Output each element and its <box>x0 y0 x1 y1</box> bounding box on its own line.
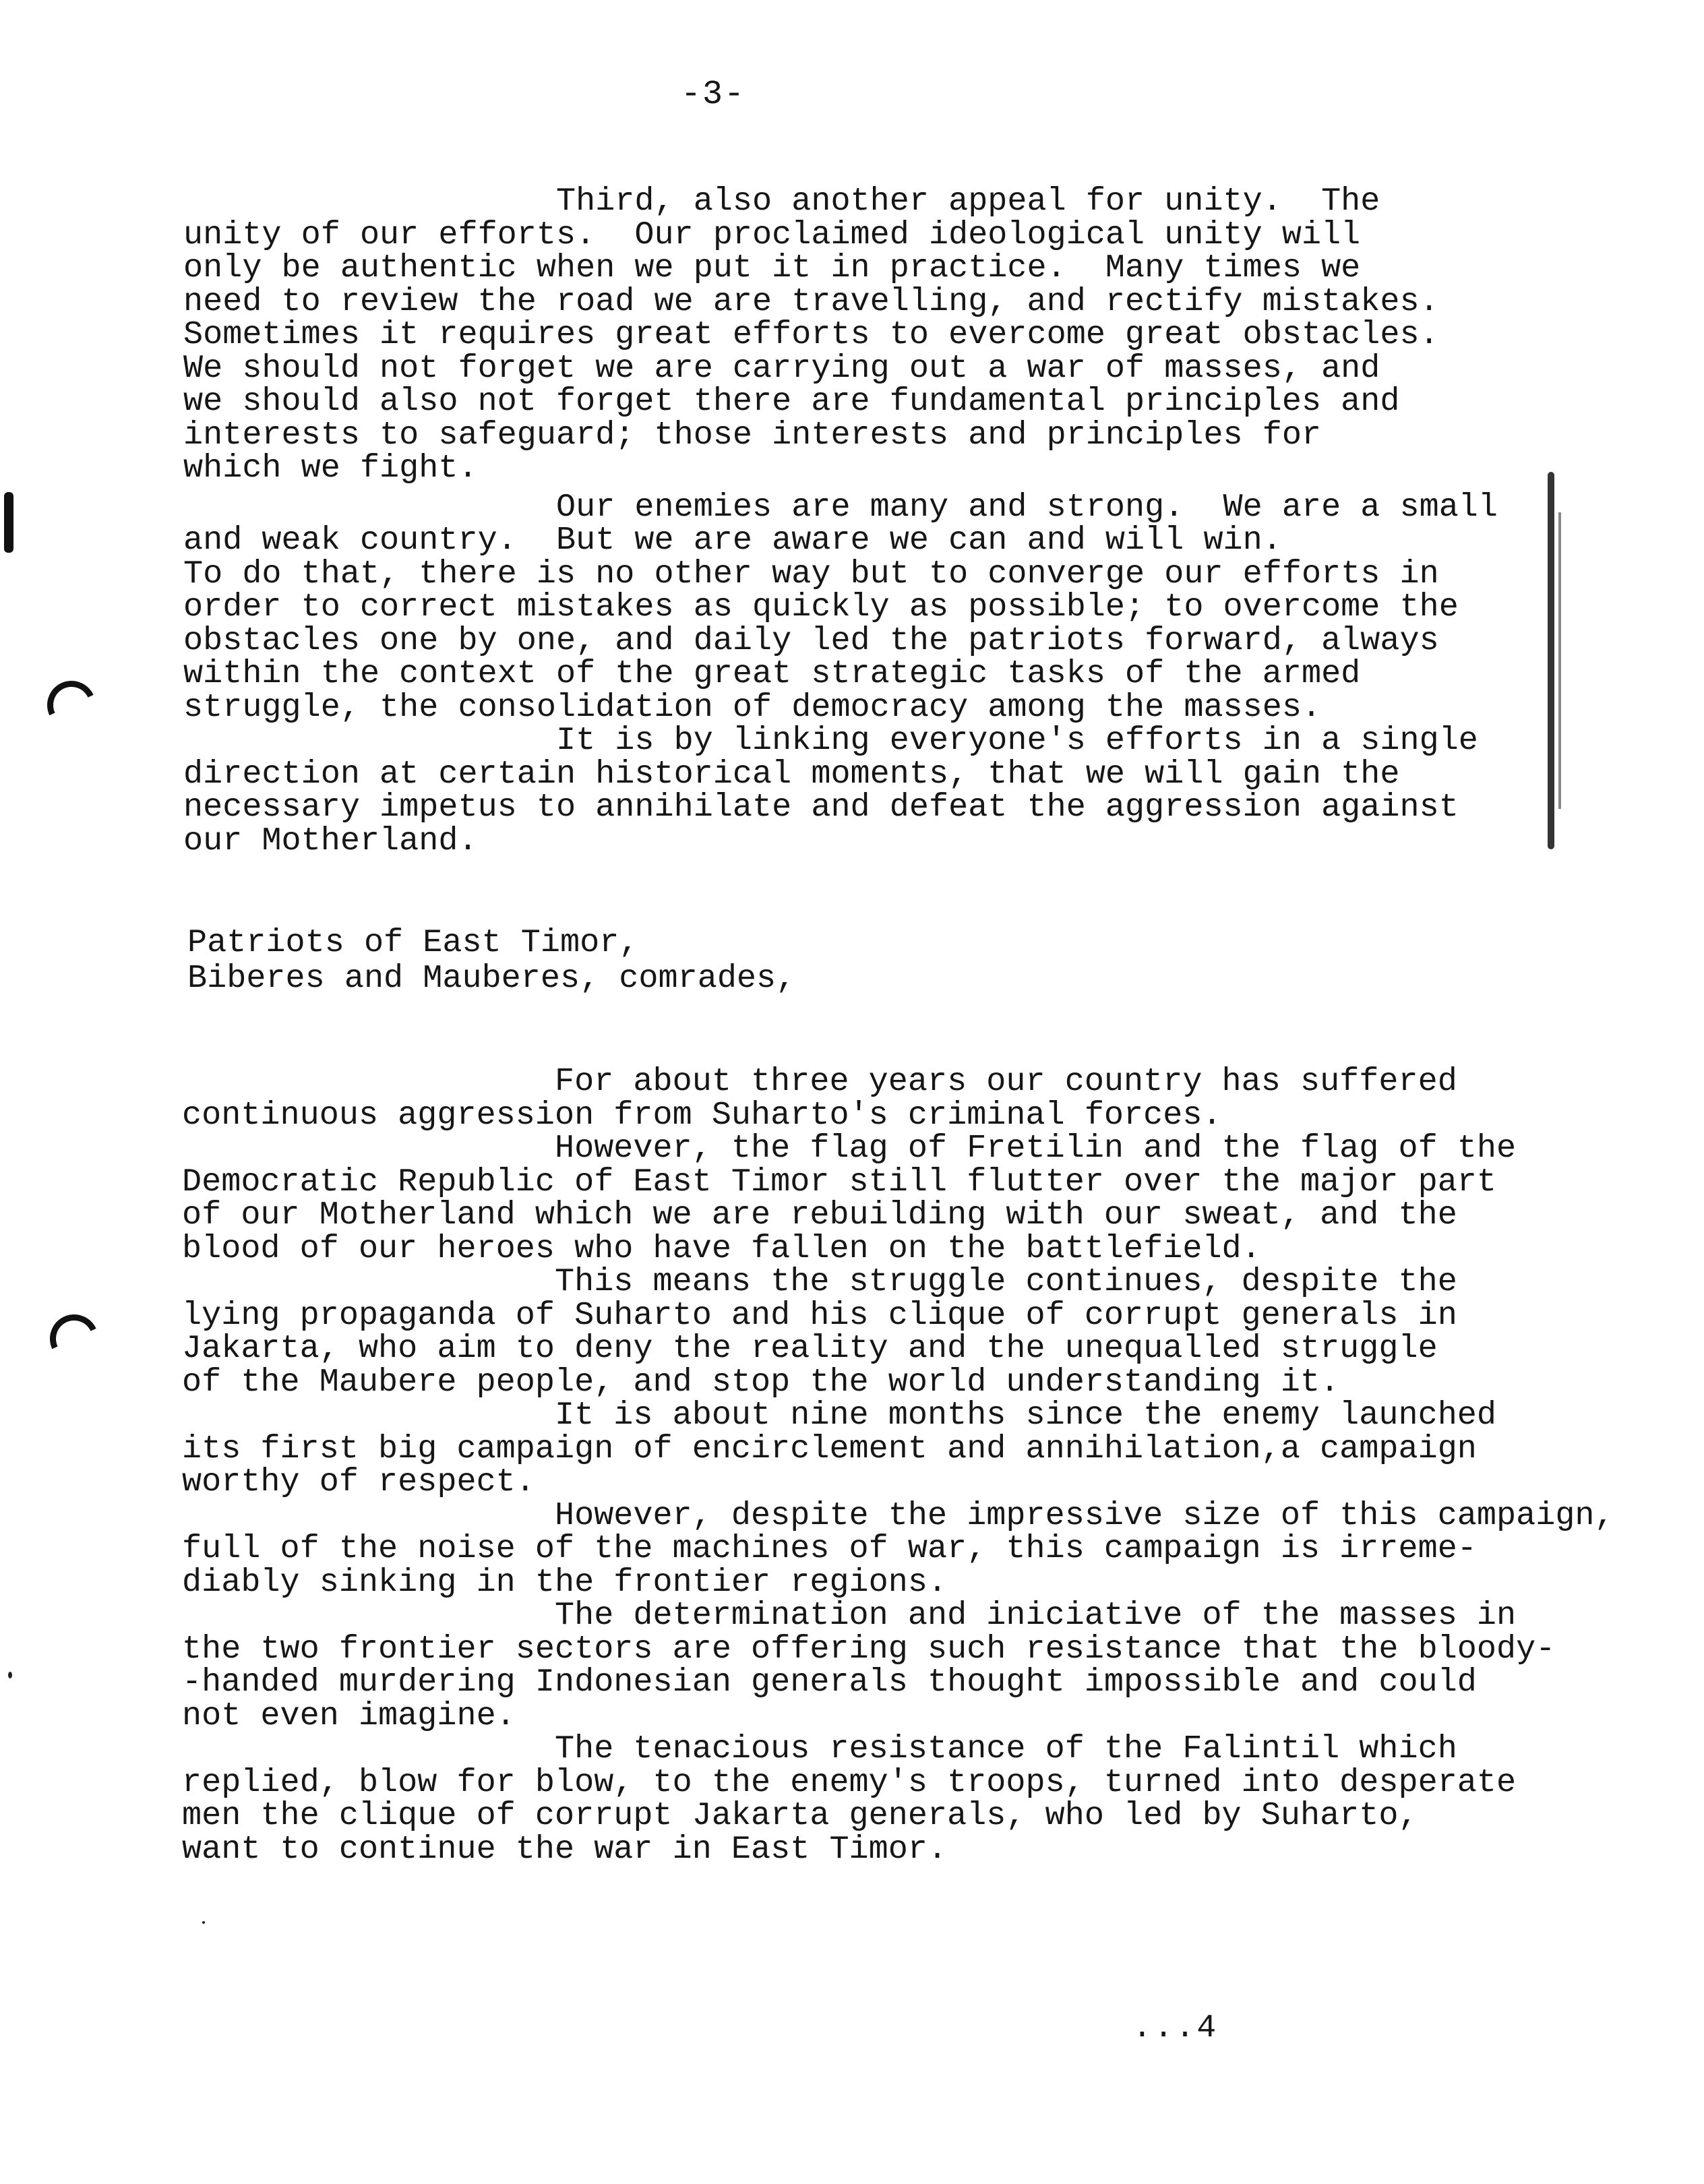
text-line: struggle, the consolidation of democracy among the masses. <box>183 688 1322 726</box>
text-line: -handed murdering Indonesian generals thought impossible and could <box>182 1664 1477 1701</box>
text-line: continuous aggression from Suharto's criminal forces. <box>182 1096 1222 1134</box>
text-line: To do that, there is no other way but to converge our efforts in <box>183 555 1439 593</box>
paragraph <box>182 1599 1638 1732</box>
text-line: For about three years our country has suffered <box>182 1063 1457 1100</box>
text-line: within the context of the great strategic tasks of the armed <box>183 655 1361 692</box>
text-line: want to continue the war in East Timor. <box>182 1830 948 1868</box>
text-line: Jakarta, who aim to deny the reality and the unequalled struggle <box>182 1330 1438 1367</box>
text-line: Sometimes it requires great efforts to evercome great obstacles. <box>183 316 1439 353</box>
scan-edge-mark <box>4 492 13 553</box>
scan-speck <box>202 1921 205 1924</box>
text-line: worthy of respect. <box>182 1463 535 1500</box>
paragraph <box>182 1065 1638 1132</box>
text-line: It is by linking everyone's efforts in a single <box>183 722 1478 759</box>
text-line: necessary impetus to annihilate and defeat the aggression against <box>183 789 1459 826</box>
text-line: lying propaganda of Suharto and his clique of corrupt generals in <box>182 1296 1457 1334</box>
text-line: The determination and iniciative of the masses in <box>182 1597 1517 1634</box>
salutation-line: Patriots of East Timor, <box>187 924 639 961</box>
text-line: only be authentic when we put it in practice. Many times we <box>183 249 1361 286</box>
paragraph <box>183 488 1639 726</box>
salutation-line: Biberes and Mauberes, comrades, <box>187 960 796 997</box>
text-line: The tenacious resistance of the Falintil which <box>182 1730 1457 1767</box>
paragraph <box>182 1732 1638 1866</box>
text-line: direction at certain historical moments, that we will gain the <box>183 755 1400 793</box>
text-line: obstacles one by one, and daily led the patriots forward, always <box>183 621 1439 659</box>
text-line: diably sinking in the frontier regions. <box>182 1563 948 1601</box>
text-line: not even imagine. <box>182 1697 516 1734</box>
text-line: replied, blow for blow, to the enemy's troops, turned into desperate <box>182 1763 1517 1801</box>
text-line: its first big campaign of encirclement and annihilation,a campaign <box>182 1430 1477 1467</box>
paragraph <box>182 1496 1638 1601</box>
text-line: Our enemies are many and strong. We are a small <box>183 488 1498 526</box>
text-line: which we fight. <box>183 450 478 487</box>
text-line: It is about nine months since the enemy launched <box>182 1397 1497 1434</box>
text-line: unity of our efforts. Our proclaimed ideological unity will <box>183 216 1361 253</box>
text-line: order to correct mistakes as quickly as possible; to overcome the <box>183 588 1459 626</box>
paragraph <box>183 185 1639 485</box>
text-line: Third, also another appeal for unity. The <box>183 183 1380 220</box>
paragraph <box>182 1399 1638 1499</box>
paragraph <box>182 1132 1638 1265</box>
text-line: of our Motherland which we are rebuilding with our sweat, and the <box>182 1196 1457 1234</box>
text-line: Democratic Republic of East Timor still flutter over the major part <box>182 1163 1497 1201</box>
text-line: interests to safeguard; those interests and principles for <box>183 416 1322 454</box>
revision-bar <box>1558 512 1561 809</box>
hole-punch-mark <box>43 1308 105 1370</box>
page-number: -3- <box>681 75 746 114</box>
salutation <box>187 925 795 996</box>
text-line: However, the flag of Fretilin and the flag of the <box>182 1130 1517 1167</box>
text-line: full of the noise of the machines of war, this campaign is irreme- <box>182 1530 1477 1567</box>
text-line: This means the struggle continues, despite the <box>182 1263 1457 1300</box>
text-line: and weak country. But we are aware we can and will win. <box>183 522 1282 559</box>
revision-bar <box>1548 472 1554 849</box>
text-line: men the clique of corrupt Jakarta generals, who led by Suharto, <box>182 1797 1418 1834</box>
text-line: the two frontier sectors are offering such resistance that the bloody- <box>182 1630 1556 1668</box>
text-line: However, despite the impressive size of this campaign, <box>182 1496 1614 1534</box>
paragraph <box>182 1265 1638 1399</box>
text-line: our Motherland. <box>183 822 478 859</box>
hole-punch-mark <box>40 674 102 736</box>
text-line: of the Maubere people, and stop the world understanding it. <box>182 1363 1340 1401</box>
body-text-bottom <box>182 1065 1638 1866</box>
text-line: need to review the road we are travelling, and rectify mistakes. <box>183 282 1439 320</box>
text-line: blood of our heroes who have fallen on the battlefield. <box>182 1230 1261 1267</box>
scan-speck <box>8 1672 12 1678</box>
body-text-top <box>183 185 1639 857</box>
text-line: we should also not forget there are fundamental principles and <box>183 383 1400 420</box>
paragraph <box>183 724 1639 857</box>
text-line: We should not forget we are carrying out a war of masses, and <box>183 349 1380 387</box>
continuation-marker: ...4 <box>1132 2010 1219 2046</box>
